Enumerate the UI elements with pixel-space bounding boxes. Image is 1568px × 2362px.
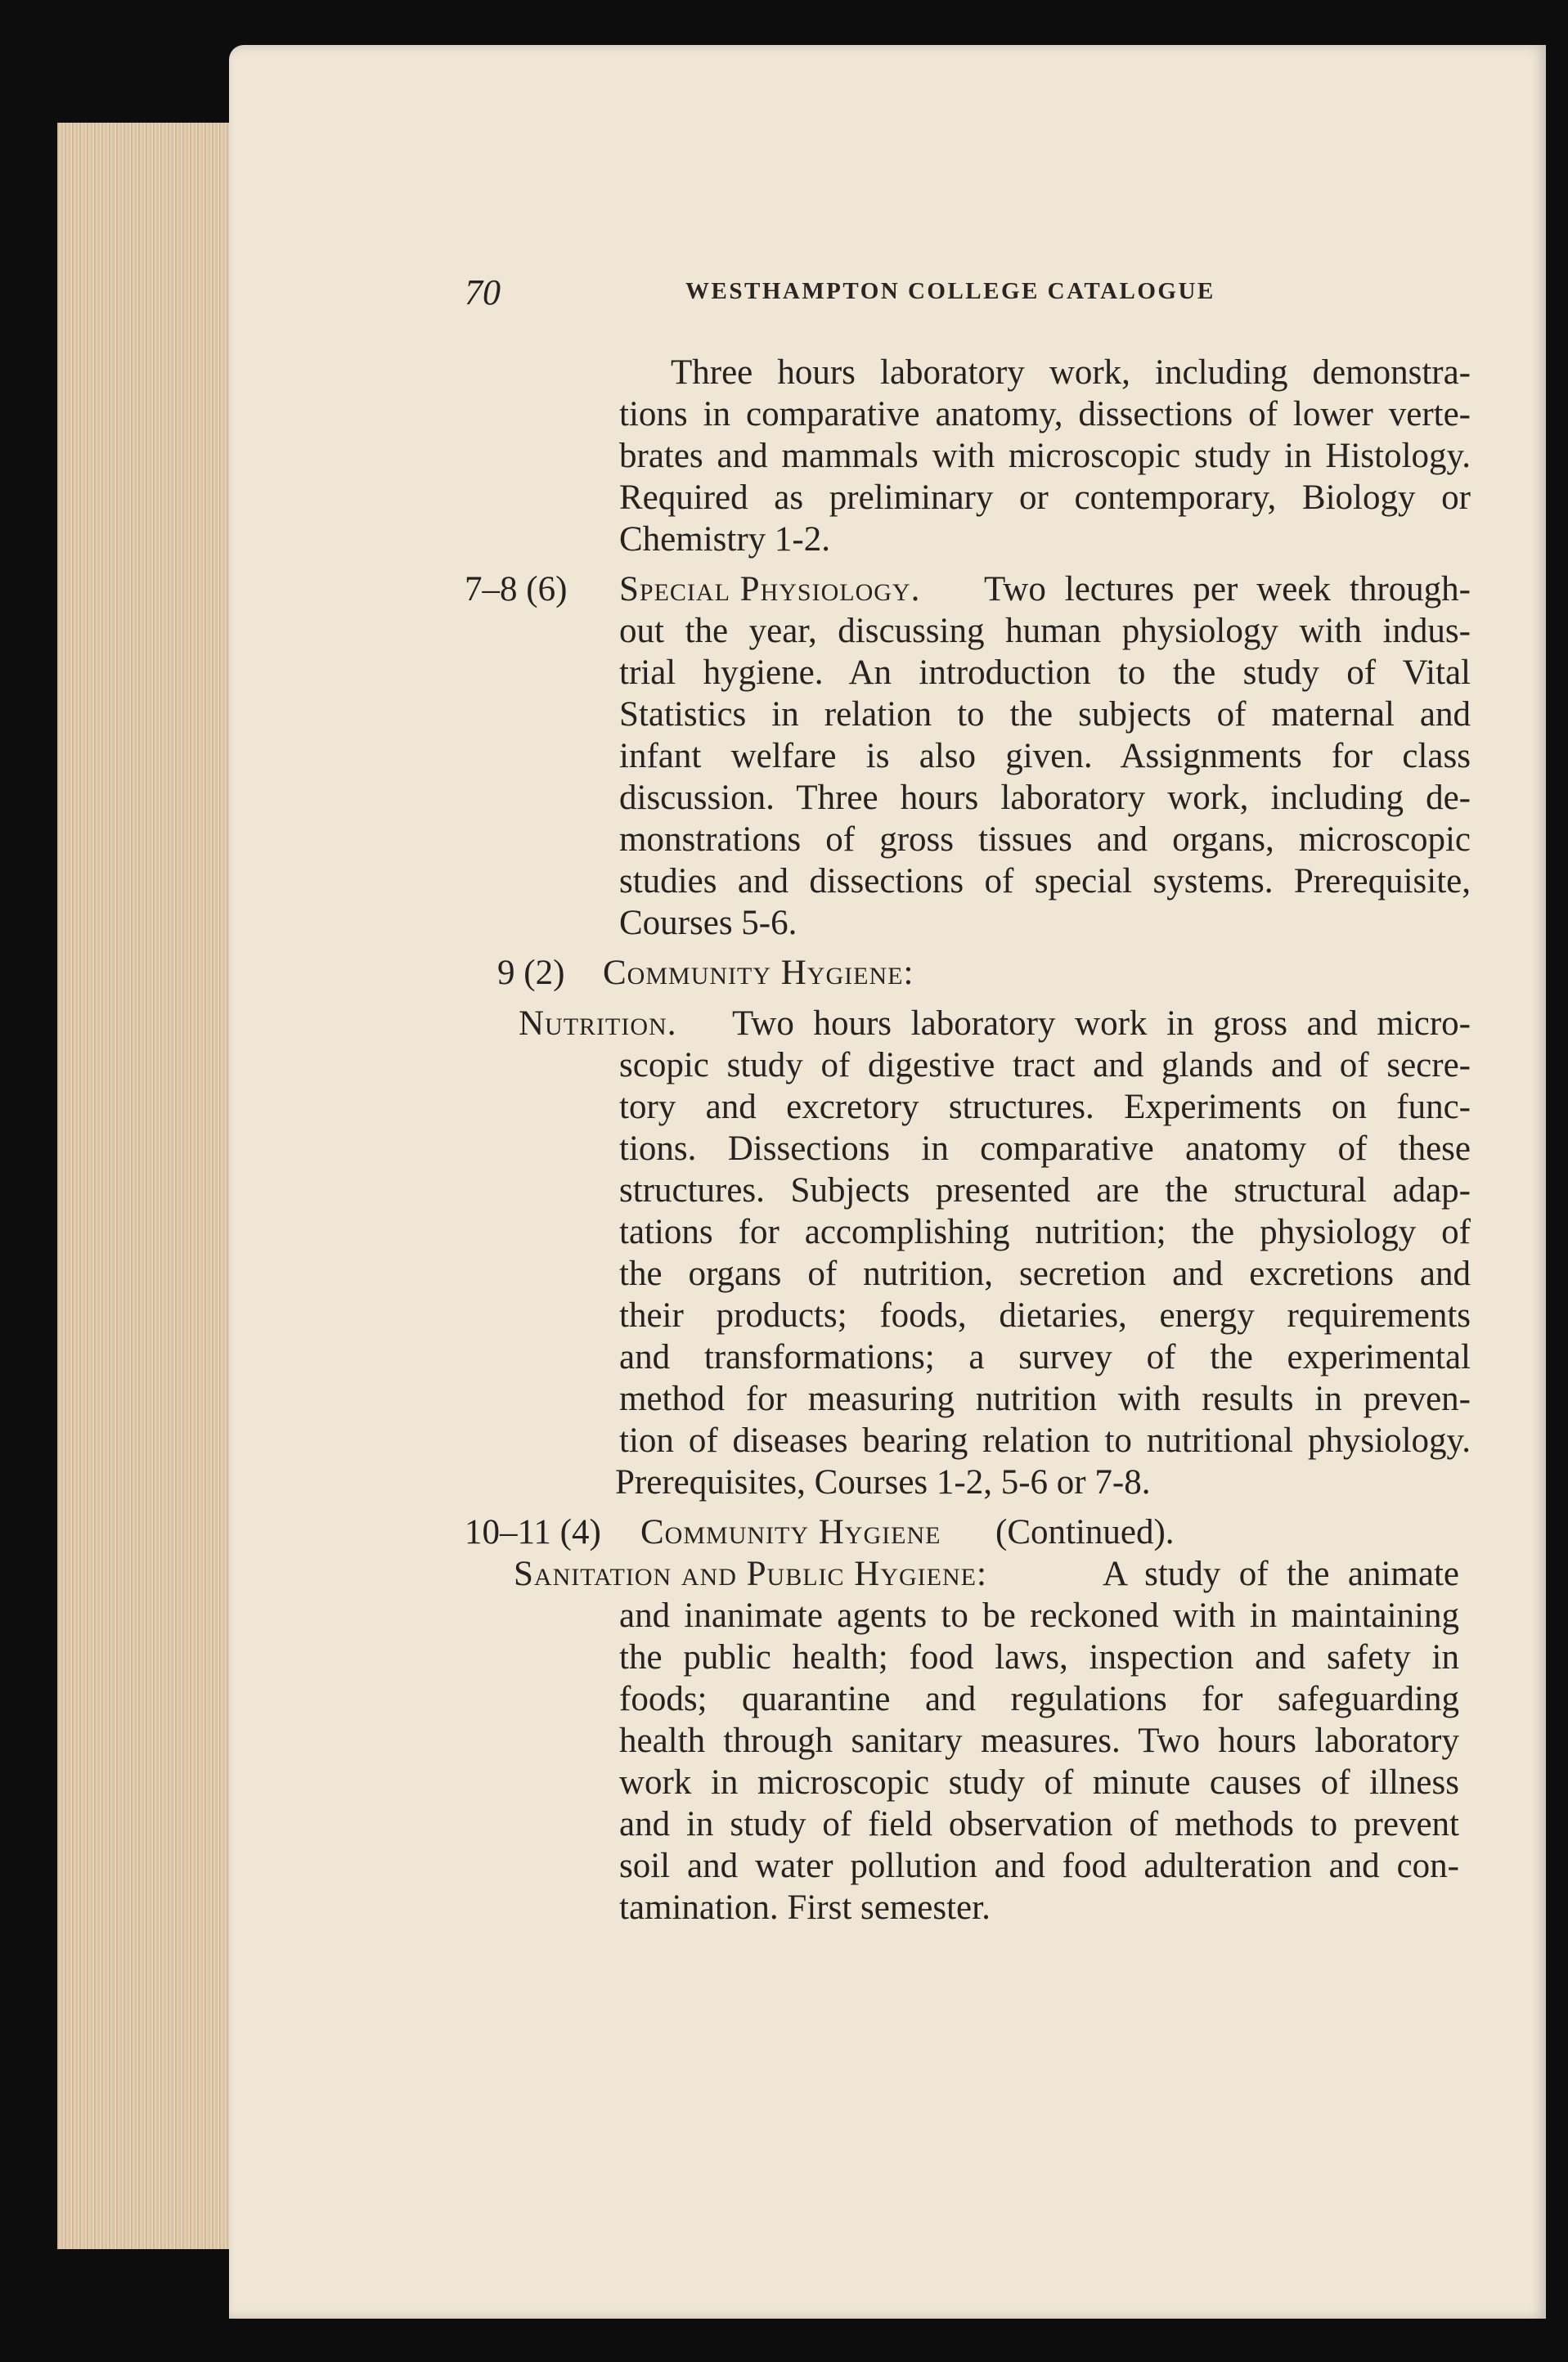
page-number: 70 — [465, 272, 501, 312]
text-line: their products; foods, dietaries, energy requirements — [619, 1296, 1471, 1335]
text-line: method for measuring nutrition with results in preven- — [619, 1380, 1471, 1418]
text-line: tory and excretory structures. Experiments on func- — [619, 1088, 1471, 1126]
text-line: and inanimate agents to be reckoned with in maintaining — [619, 1596, 1459, 1635]
text-line: Prerequisites, Courses 1-2, 5-6 or 7-8. — [615, 1463, 1151, 1502]
course-number: 9 (2) — [497, 954, 565, 992]
course-title: Community Hygiene: — [603, 954, 914, 992]
text-line: foods; quarantine and regulations for safeguarding — [619, 1680, 1459, 1718]
text-line: work in microscopic study of minute causes of illness — [619, 1763, 1459, 1802]
text-line: tions in comparative anatomy, dissections of lower verte- — [619, 395, 1471, 433]
running-title: WESTHAMPTON COLLEGE CATALOGUE — [685, 278, 1215, 304]
text-line: the organs of nutrition, secretion and excretions and — [619, 1255, 1471, 1293]
text-line: studies and dissections of special systems. Prerequisite, — [619, 862, 1471, 900]
text-line: trial hygiene. An introduction to the study of Vital — [619, 653, 1471, 692]
text-line: Two hours laboratory work in gross and micro- — [732, 1004, 1471, 1043]
text-line: A study of the animate — [1103, 1555, 1459, 1593]
course-title: Community Hygiene — [640, 1513, 941, 1551]
text-line: tion of diseases bearing relation to nutritional physiology. — [619, 1421, 1471, 1460]
text-line: Courses 5-6. — [619, 904, 797, 942]
text-line: tions. Dissections in comparative anatomy of these — [619, 1129, 1471, 1168]
course-number: 10–11 (4) — [465, 1513, 601, 1551]
text-line: tamination. First semester. — [619, 1888, 991, 1927]
text-line: Required as preliminary or contemporary, Biology or — [619, 478, 1471, 517]
stacked-page-edges — [57, 123, 245, 2249]
text-line: discussion. Three hours laboratory work, including de- — [619, 779, 1471, 817]
text-line: out the year, discussing human physiology with indus- — [619, 612, 1471, 650]
course-title: Special Physiology. — [619, 570, 921, 608]
text-line: soil and water pollution and food adulteration and con- — [619, 1847, 1459, 1885]
text-line: infant welfare is also given. Assignments for class — [619, 737, 1471, 775]
text-line: brates and mammals with microscopic study in Histology. — [619, 437, 1471, 475]
text-line: health through sanitary measures. Two hours laboratory — [619, 1722, 1459, 1760]
text-line: monstrations of gross tissues and organs, microscopic — [619, 820, 1471, 859]
section-label: Nutrition. — [519, 1004, 677, 1043]
text-line: Statistics in relation to the subjects of maternal and — [619, 695, 1471, 734]
text-line: the public health; food laws, inspection and safety in — [619, 1638, 1459, 1677]
course-number: 7–8 (6) — [465, 570, 568, 608]
section-label: Sanitation and Public Hygiene: — [514, 1555, 987, 1593]
text-line: tations for accomplishing nutrition; the physiology of — [619, 1213, 1471, 1251]
text-line: Chemistry 1-2. — [619, 520, 830, 559]
text-line: structures. Subjects presented are the structural adap- — [619, 1171, 1471, 1210]
text-line: Two lectures per week through- — [984, 570, 1471, 608]
text-line: and in study of field observation of methods to prevent — [619, 1805, 1459, 1843]
text-line: Three hours laboratory work, including demonstra- — [671, 353, 1471, 392]
text-line: scopic study of digestive tract and glands and of secre- — [619, 1046, 1471, 1084]
course-title-suffix: (Continued). — [995, 1513, 1175, 1551]
text-line: and transformations; a survey of the experimental — [619, 1338, 1471, 1376]
